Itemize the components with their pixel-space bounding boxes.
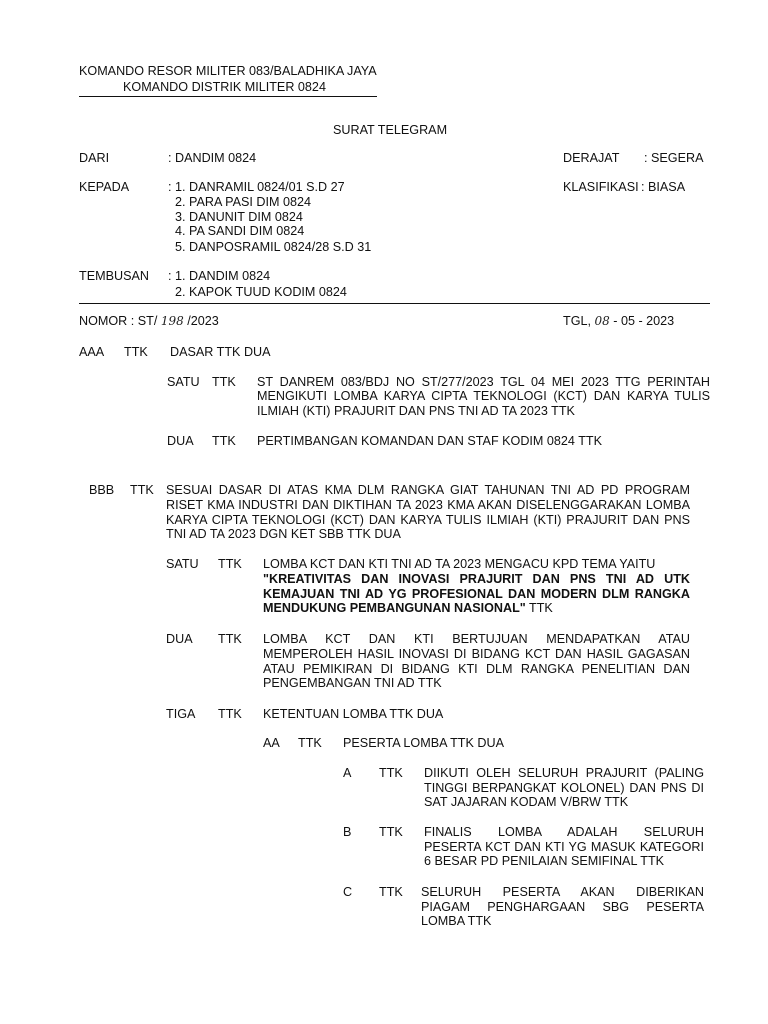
klasifikasi-label: KLASIFIKASI bbox=[563, 180, 639, 194]
header-underline bbox=[79, 96, 377, 97]
klasifikasi-value: : BIASA bbox=[641, 180, 686, 194]
aa-c-ttk: TTK bbox=[379, 885, 403, 899]
nomor-prefix: NOMOR : ST/ bbox=[79, 314, 158, 328]
tgl-prefix: TGL, bbox=[563, 314, 591, 328]
kepada-item: 4. PA SANDI DIM 0824 bbox=[175, 224, 305, 238]
aa-code: AA bbox=[263, 736, 280, 750]
kepada-item: : 1. DANRAMIL 0824/01 S.D 27 bbox=[168, 180, 345, 194]
aaa-satu-line: ST DANREM 083/BDJ NO ST/277/2023 TGL 04 MEI 2023 TTG PERINTAH bbox=[257, 375, 710, 389]
bbb-line: KARYA CIPTA TEKNOLOGI (KCT) DAN KARYA TULIS ILMIAH (KTI) PRAJURIT DAN PNS bbox=[166, 513, 690, 527]
aa-c-line: LOMBA TTK bbox=[421, 914, 492, 928]
kepada-item: 3. DANUNIT DIM 0824 bbox=[175, 210, 303, 224]
aaa-text: DASAR TTK DUA bbox=[170, 345, 271, 359]
header-line-2: KOMANDO DISTRIK MILITER 0824 bbox=[123, 80, 326, 94]
aaa-dua-code: DUA bbox=[167, 434, 194, 448]
bbb-satu-theme-end bbox=[263, 601, 553, 616]
tembusan-item: : 1. DANDIM 0824 bbox=[168, 269, 271, 283]
bbb-satu-theme: "KREATIVITAS DAN INOVASI PRAJURIT DAN PNS TNI AD UTK bbox=[263, 572, 690, 586]
tgl-suffix: - 05 - 2023 bbox=[613, 314, 675, 328]
aa-a-code: A bbox=[343, 766, 352, 780]
dari-label: DARI bbox=[79, 151, 110, 165]
bbb-ttk: TTK bbox=[130, 483, 154, 497]
bbb-line: SESUAI DASAR DI ATAS KMA DLM RANGKA GIAT TAHUNAN TNI AD PD PROGRAM bbox=[166, 483, 690, 497]
document-title: SURAT TELEGRAM bbox=[333, 123, 448, 137]
bbb-line: TNI AD TA 2023 DGN KET SBB TTK DUA bbox=[166, 527, 401, 541]
bbb-dua-line: ATAU PEMIKIRAN DI BIDANG KTI DLM RANGKA PENELITIAN DAN bbox=[263, 662, 690, 676]
aaa-satu-code: SATU bbox=[167, 375, 200, 389]
aa-a-line: SAT JAJARAN KODAM V/BRW TTK bbox=[424, 795, 629, 809]
bbb-code: BBB bbox=[89, 483, 115, 497]
aaa-satu-ttk: TTK bbox=[212, 375, 236, 389]
bbb-tiga-code: TIGA bbox=[166, 707, 196, 721]
nomor-suffix: /2023 bbox=[187, 314, 219, 328]
tembusan-item: 2. KAPOK TUUD KODIM 0824 bbox=[175, 285, 347, 299]
bbb-dua-code: DUA bbox=[166, 632, 193, 646]
aa-c-line: SELURUH PESERTA AKAN DIBERIKAN bbox=[421, 885, 704, 899]
aa-b-code: B bbox=[343, 825, 352, 839]
header-line-1: KOMANDO RESOR MILITER 083/BALADHIKA JAYA bbox=[79, 64, 377, 78]
derajat-value: : SEGERA bbox=[644, 151, 704, 165]
bbb-dua-line: MEMPEROLEH HASIL INOVASI DI BIDANG KCT DAN HASIL GAGASAN bbox=[263, 647, 690, 661]
aa-a-line: DIIKUTI OLEH SELURUH PRAJURIT (PALING bbox=[424, 766, 704, 780]
bbb-dua-line: PENGEMBANGAN TNI AD TTK bbox=[263, 676, 442, 690]
aa-c-code: C bbox=[343, 885, 353, 899]
bbb-dua-ttk: TTK bbox=[218, 632, 242, 646]
kepada-item: 2. PARA PASI DIM 0824 bbox=[175, 195, 312, 209]
aa-c-line: PIAGAM PENGHARGAAN SBG PESERTA bbox=[421, 900, 704, 914]
bbb-line: RISET KMA INDUSTRI DAN DIKTIHAN TA 2023 KMA AKAN DISELENGGARAKAN LOMBA bbox=[166, 498, 690, 512]
aa-text: PESERTA LOMBA TTK DUA bbox=[343, 736, 504, 750]
bbb-satu-ttk: TTK bbox=[218, 557, 242, 571]
bbb-tiga-text: KETENTUAN LOMBA TTK DUA bbox=[263, 707, 444, 721]
bbb-satu-theme: MENDUKUNG PEMBANGUNAN NASIONAL" bbox=[263, 601, 526, 615]
aaa-ttk: TTK bbox=[124, 345, 148, 359]
bbb-satu-theme: KEMAJUAN TNI AD YG PROFESIONAL DAN MODERN DLM RANGKA bbox=[263, 587, 690, 601]
aaa-dua-ttk: TTK bbox=[212, 434, 236, 448]
dari-value: : DANDIM 0824 bbox=[168, 151, 257, 165]
nomor-handwritten: 198 bbox=[160, 314, 184, 328]
tgl-line bbox=[563, 314, 674, 329]
kepada-label: KEPADA bbox=[79, 180, 130, 194]
divider-rule bbox=[79, 303, 710, 304]
aa-ttk: TTK bbox=[298, 736, 322, 750]
aa-b-ttk: TTK bbox=[379, 825, 403, 839]
aa-b-line: PESERTA KCT DAN KTI YG MASUK KATEGORI bbox=[424, 840, 704, 854]
derajat-label: DERAJAT bbox=[563, 151, 620, 165]
aaa-code: AAA bbox=[79, 345, 105, 359]
bbb-satu-tail: TTK bbox=[525, 601, 553, 615]
aaa-dua-text: PERTIMBANGAN KOMANDAN DAN STAF KODIM 0824 TTK bbox=[257, 434, 602, 448]
bbb-satu-code: SATU bbox=[166, 557, 199, 571]
nomor-line bbox=[79, 314, 219, 329]
bbb-satu-line: LOMBA KCT DAN KTI TNI AD TA 2023 MENGACU KPD TEMA YAITU bbox=[263, 557, 656, 571]
kepada-item: 5. DANPOSRAMIL 0824/28 S.D 31 bbox=[175, 240, 372, 254]
aaa-satu-line: MENGIKUTI LOMBA KARYA CIPTA TEKNOLOGI (KCT) DAN KARYA TULIS bbox=[257, 389, 710, 403]
aa-b-line: FINALIS LOMBA ADALAH SELURUH bbox=[424, 825, 704, 839]
aaa-satu-line: ILMIAH (KTI) PRAJURIT DAN PNS TNI AD TA 2023 TTK bbox=[257, 404, 575, 418]
bbb-tiga-ttk: TTK bbox=[218, 707, 242, 721]
tembusan-label: TEMBUSAN bbox=[79, 269, 149, 283]
aa-a-line: TINGGI BERPANGKAT KOLONEL) DAN PNS DI bbox=[424, 781, 704, 795]
tgl-handwritten: 08 bbox=[594, 314, 610, 328]
aa-b-line: 6 BESAR PD PENILAIAN SEMIFINAL TTK bbox=[424, 854, 665, 868]
bbb-dua-line: LOMBA KCT DAN KTI BERTUJUAN MENDAPATKAN ATAU bbox=[263, 632, 690, 646]
aa-a-ttk: TTK bbox=[379, 766, 403, 780]
